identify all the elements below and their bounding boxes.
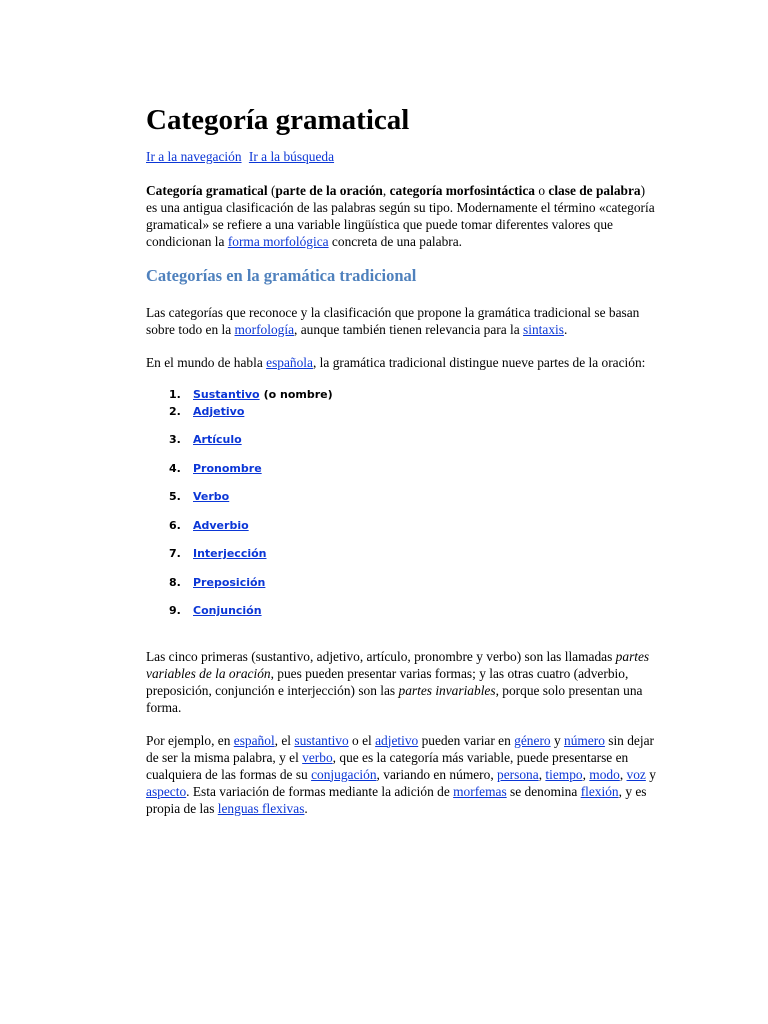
voz-link[interactable]: voz	[626, 766, 646, 782]
intro-text: concreta de una palabra.	[328, 234, 463, 249]
paragraph-text: , pues pueden presentar varias formas; y las otras cuatro (adverbio, preposición, conjunción e interjección) son las	[146, 665, 629, 698]
paragraph-spanish	[146, 354, 656, 371]
intro-text: ,	[382, 183, 390, 198]
paragraph-text: pueden variar en	[418, 732, 515, 748]
article-content	[146, 100, 656, 817]
paragraph-text: o el	[348, 732, 376, 748]
term-bold: Categoría gramatical	[146, 183, 268, 198]
conjugacion-link[interactable]: conjugación	[311, 766, 377, 782]
paragraph-text: sin dejar de ser la misma palabra, y el	[146, 732, 654, 765]
tiempo-link[interactable]: tiempo	[545, 766, 583, 782]
paragraph-text: .	[563, 322, 568, 337]
term-bold: parte de la oración	[275, 183, 383, 198]
paragraph-text: ,	[582, 766, 590, 782]
adverbio-link[interactable]: Adverbio	[193, 518, 249, 532]
skip-to-navigation-link[interactable]: Ir a la navegación	[146, 149, 242, 164]
intro-text: o	[534, 183, 549, 198]
list-number: 8.	[169, 575, 181, 589]
page-title: Categoría gramatical	[146, 104, 410, 136]
paragraph-text: y	[550, 732, 564, 748]
paragraph-text: y	[645, 766, 656, 782]
paragraph-text: Las cinco primeras (sustantivo, adjetivo, artículo, pronombre y verbo) son las llamadas	[146, 648, 616, 664]
list-item	[146, 518, 656, 547]
sintaxis-link[interactable]: sintaxis	[523, 322, 564, 337]
pronombre-link[interactable]: Pronombre	[193, 461, 262, 475]
paragraph-text: , variando en número,	[376, 766, 498, 782]
intro-text: (	[267, 183, 276, 198]
numero-link[interactable]: número	[564, 732, 605, 748]
sustantivo-link[interactable]: Sustantivo	[193, 388, 260, 401]
parts-of-speech-list	[146, 387, 656, 632]
verbo-link[interactable]: Verbo	[193, 490, 230, 503]
list-item	[146, 603, 656, 632]
morfemas-link[interactable]: morfemas	[453, 783, 507, 799]
genero-link[interactable]: género	[514, 732, 551, 748]
paragraph-text: se denomina	[506, 783, 581, 799]
list-number: 7.	[169, 547, 181, 560]
skip-links	[146, 148, 656, 165]
conjuncion-link[interactable]: Conjunción	[193, 604, 262, 617]
list-number: 6.	[169, 518, 181, 532]
intro-text: ) es una antigua clasificación de las palabras según su tipo. Modernamente el término «categoría gramatical» se refiere a una variable lingüística que puede tomar diferentes valores que condicionan la	[146, 183, 655, 249]
paragraph-example	[146, 732, 656, 817]
italic-term: partes variables de la oración	[146, 648, 650, 681]
list-number: 5.	[169, 490, 181, 503]
list-number: 9.	[169, 604, 181, 617]
interjeccion-link[interactable]: Interjección	[193, 547, 267, 560]
list-item	[146, 461, 656, 490]
list-item	[146, 489, 656, 518]
paragraph-text: . Esta variación de formas mediante la adición de	[186, 783, 454, 799]
preposicion-link[interactable]: Preposición	[193, 575, 266, 589]
list-number: 4.	[169, 461, 181, 475]
adjetivo-link[interactable]: Adjetivo	[193, 404, 245, 418]
list-item	[146, 575, 656, 604]
paragraph-text: , que es la categoría más variable, puede presentarse en cualquiera de las formas de su	[146, 749, 629, 782]
paragraph-text: ,	[538, 766, 546, 782]
persona-link[interactable]: persona	[497, 766, 539, 782]
articulo-link[interactable]: Artículo	[193, 433, 242, 446]
lenguas-flexivas-link[interactable]: lenguas flexivas	[217, 800, 305, 816]
intro-paragraph	[146, 182, 656, 250]
forma-morfologica-link[interactable]: forma morfológica	[227, 234, 329, 249]
list-number: 2.	[169, 404, 181, 418]
skip-to-search-link[interactable]: Ir a la búsqueda	[248, 149, 335, 164]
list-item-suffix: (o nombre)	[263, 388, 333, 401]
modo-link[interactable]: modo	[589, 766, 620, 782]
paragraph-text: , y es propia de las	[146, 783, 647, 816]
paragraph-text: ,	[619, 766, 627, 782]
section-heading: Categorías en la gramática tradicional	[146, 266, 417, 285]
term-bold: categoría morfosintáctica	[389, 183, 535, 198]
paragraph-text: Las categorías que reconoce y la clasificación que propone la gramática tradicional se basan sobre todo en la	[146, 305, 640, 337]
paragraph-text: Por ejemplo, en	[146, 732, 234, 748]
list-item	[146, 432, 656, 461]
aspecto-link[interactable]: aspecto	[146, 783, 187, 799]
term-bold: clase de palabra	[548, 183, 641, 198]
espanola-link[interactable]: española	[266, 355, 313, 370]
espanol-link[interactable]: español	[233, 732, 275, 748]
verbo-inline-link[interactable]: verbo	[302, 749, 333, 765]
paragraph-variable-parts	[146, 648, 656, 716]
morfologia-link[interactable]: morfología	[234, 322, 295, 337]
list-item	[146, 387, 656, 404]
list-number: 1.	[169, 388, 181, 401]
adjetivo-inline-link[interactable]: adjetivo	[375, 732, 419, 748]
paragraph-categories	[146, 304, 656, 338]
flexion-link[interactable]: flexión	[580, 783, 619, 799]
paragraph-text: , aunque también tienen relevancia para la	[294, 322, 524, 337]
paragraph-text: , el	[274, 732, 295, 748]
paragraph-text: .	[304, 800, 308, 816]
list-item	[146, 404, 656, 433]
list-item	[146, 546, 656, 575]
paragraph-text: , la gramática tradicional distingue nueve partes de la oración:	[312, 355, 646, 370]
paragraph-text: En el mundo de habla	[146, 355, 267, 370]
sustantivo-inline-link[interactable]: sustantivo	[294, 732, 349, 748]
italic-term: partes invariables	[398, 682, 496, 698]
list-number: 3.	[169, 433, 181, 446]
paragraph-text: , porque solo presentan una forma.	[146, 682, 643, 715]
